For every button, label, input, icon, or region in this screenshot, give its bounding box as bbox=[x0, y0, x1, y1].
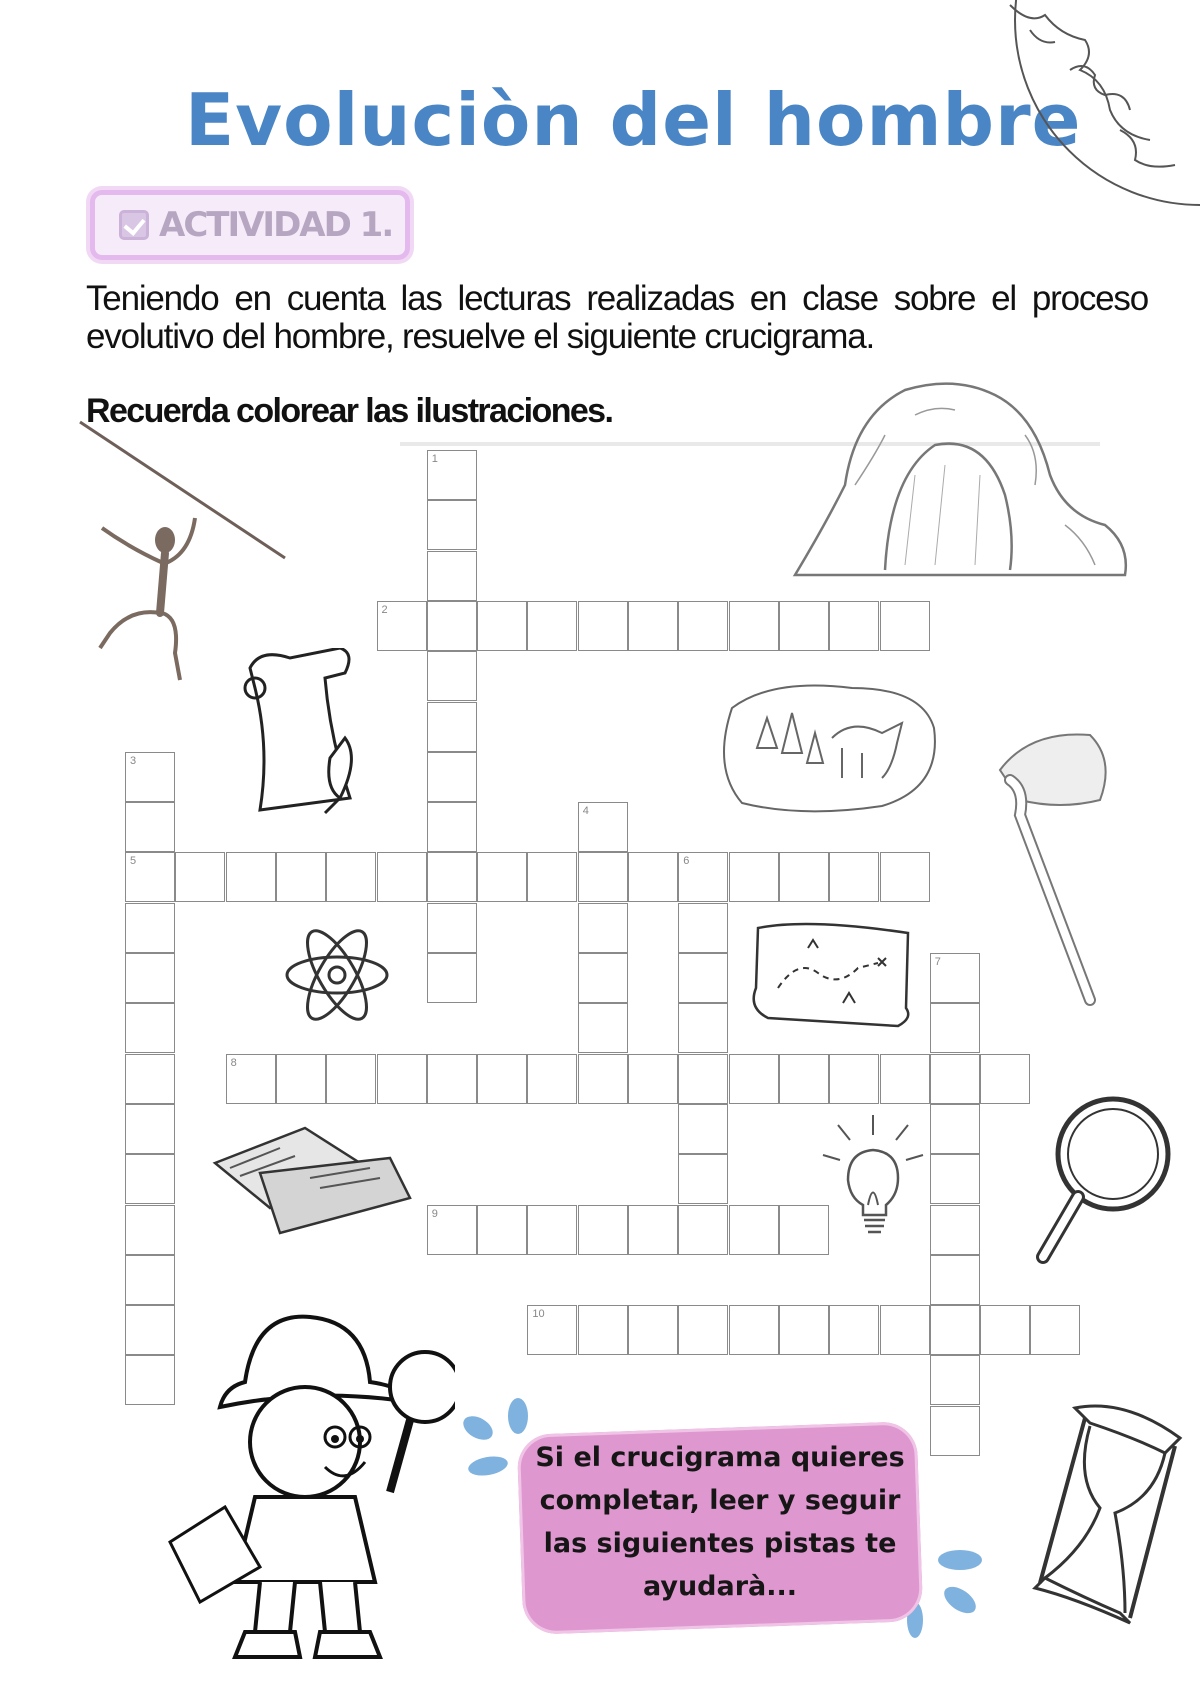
crossword-cell[interactable] bbox=[678, 1003, 728, 1053]
clue-number: 4 bbox=[582, 805, 589, 818]
checkbox-icon bbox=[119, 210, 149, 240]
lightbulb-icon bbox=[818, 1110, 928, 1240]
crossword-cell[interactable] bbox=[427, 702, 477, 752]
crossword-cell[interactable] bbox=[829, 852, 879, 902]
crossword-cell[interactable] bbox=[678, 903, 728, 953]
crossword-cell[interactable] bbox=[527, 852, 577, 902]
crossword-cell[interactable] bbox=[125, 903, 175, 953]
clue-number: 5 bbox=[130, 855, 137, 868]
stone-axe-icon bbox=[980, 730, 1130, 1010]
atom-icon bbox=[282, 920, 392, 1030]
crossword-cell[interactable] bbox=[427, 651, 477, 701]
clue-number: 8 bbox=[230, 1056, 237, 1069]
crossword-cell[interactable] bbox=[175, 852, 225, 902]
crossword-cell[interactable] bbox=[930, 1104, 980, 1154]
crossword-cell[interactable] bbox=[678, 1154, 728, 1204]
crossword-cell[interactable] bbox=[678, 601, 728, 651]
crossword-cell[interactable] bbox=[930, 953, 980, 1003]
crossword-cell[interactable] bbox=[930, 1205, 980, 1255]
crossword-cell[interactable] bbox=[578, 1054, 628, 1104]
clue-number: 6 bbox=[683, 855, 690, 868]
crossword-cell[interactable] bbox=[930, 1054, 980, 1104]
crossword-cell[interactable] bbox=[578, 1305, 628, 1355]
crossword-cell[interactable] bbox=[276, 1054, 326, 1104]
crossword-cell[interactable] bbox=[377, 1054, 427, 1104]
scroll-quill-icon bbox=[230, 648, 390, 818]
crossword-cell[interactable] bbox=[427, 1054, 477, 1104]
crossword-cell[interactable] bbox=[578, 802, 628, 852]
crossword-cell[interactable] bbox=[527, 601, 577, 651]
speech-bubble-text: Si el crucigrama quieres completar, leer y seguir las siguientes pistas te ayudarà... bbox=[535, 1442, 905, 1602]
cave-icon bbox=[785, 375, 1135, 585]
clue-number: 3 bbox=[130, 754, 137, 767]
instructions-text: Teniendo en cuenta las lecturas realizadas en clase sobre el proceso evolutivo del hombre, resuelve el siguiente crucigrama. bbox=[86, 279, 1148, 356]
crossword-cell[interactable] bbox=[125, 1355, 175, 1405]
crossword-cell[interactable] bbox=[678, 953, 728, 1003]
crossword-cell[interactable] bbox=[930, 1003, 980, 1053]
clue-number: 10 bbox=[532, 1308, 545, 1321]
crossword-cell[interactable] bbox=[628, 1205, 678, 1255]
clue-number: 2 bbox=[381, 603, 388, 616]
activity-badge bbox=[90, 190, 410, 260]
treasure-map-icon bbox=[748, 918, 918, 1030]
crossword-cell[interactable] bbox=[930, 1154, 980, 1204]
crossword-cell[interactable] bbox=[930, 1255, 980, 1305]
crossword-cell[interactable] bbox=[125, 852, 175, 902]
crossword-cell[interactable] bbox=[276, 852, 326, 902]
crossword-cell[interactable] bbox=[729, 1205, 779, 1255]
crossword-cell[interactable] bbox=[125, 1104, 175, 1154]
crossword-cell[interactable] bbox=[578, 601, 628, 651]
crossword-cell[interactable] bbox=[628, 1054, 678, 1104]
crossword-cell[interactable] bbox=[125, 1255, 175, 1305]
crossword-cell[interactable] bbox=[779, 1205, 829, 1255]
crossword-cell[interactable] bbox=[880, 1054, 930, 1104]
crossword-cell[interactable] bbox=[477, 1054, 527, 1104]
crossword-cell[interactable] bbox=[578, 852, 628, 902]
crossword-cell[interactable] bbox=[930, 1305, 980, 1355]
crossword-cell[interactable] bbox=[427, 752, 477, 802]
crossword-cell[interactable] bbox=[829, 601, 879, 651]
crossword-cell[interactable] bbox=[628, 1305, 678, 1355]
crossword-cell[interactable] bbox=[527, 1205, 577, 1255]
crossword-cell[interactable] bbox=[980, 1305, 1030, 1355]
crossword-cell[interactable] bbox=[527, 1305, 577, 1355]
cave-painting-icon bbox=[712, 678, 942, 818]
activity-label: ACTIVIDAD 1. bbox=[159, 205, 393, 245]
crossword-cell[interactable] bbox=[125, 752, 175, 802]
crossword-cell[interactable] bbox=[578, 1003, 628, 1053]
crossword-cell[interactable] bbox=[427, 450, 477, 500]
crossword-cell[interactable] bbox=[678, 852, 728, 902]
crossword-cell[interactable] bbox=[578, 1205, 628, 1255]
crossword-cell[interactable] bbox=[779, 601, 829, 651]
crossword-cell[interactable] bbox=[930, 1355, 980, 1405]
crossword-cell[interactable] bbox=[779, 1054, 829, 1104]
crossword-cell[interactable] bbox=[578, 953, 628, 1003]
crossword-cell[interactable] bbox=[326, 1054, 376, 1104]
clue-number: 1 bbox=[431, 453, 438, 465]
crossword-cell[interactable] bbox=[678, 1104, 728, 1154]
crossword-cell[interactable] bbox=[377, 852, 427, 902]
reminder-text: Recuerda colorear las ilustraciones. bbox=[86, 392, 613, 430]
crossword-cell[interactable] bbox=[729, 601, 779, 651]
open-books-icon bbox=[210, 1118, 415, 1243]
crossword-cell[interactable] bbox=[427, 500, 477, 550]
crossword-cell[interactable] bbox=[1030, 1305, 1080, 1355]
crossword-cell[interactable] bbox=[729, 1305, 779, 1355]
crossword-cell[interactable] bbox=[125, 1003, 175, 1053]
crossword-cell[interactable] bbox=[125, 1154, 175, 1204]
crossword-cell[interactable] bbox=[729, 1054, 779, 1104]
crossword-cell[interactable] bbox=[427, 852, 477, 902]
crossword-cell[interactable] bbox=[829, 1054, 879, 1104]
crossword-cell[interactable] bbox=[125, 1205, 175, 1255]
crossword-cell[interactable] bbox=[880, 1305, 930, 1355]
crossword-cell[interactable] bbox=[427, 601, 477, 651]
crossword-cell[interactable] bbox=[427, 1205, 477, 1255]
crossword-cell[interactable] bbox=[477, 852, 527, 902]
magnifying-glass-icon bbox=[1028, 1092, 1173, 1277]
crossword-cell[interactable] bbox=[427, 802, 477, 852]
crossword-cell[interactable] bbox=[427, 551, 477, 601]
crossword-cell[interactable] bbox=[125, 802, 175, 852]
crossword-cell[interactable] bbox=[578, 903, 628, 953]
crossword-cell[interactable] bbox=[829, 1305, 879, 1355]
crossword-cell[interactable] bbox=[226, 852, 276, 902]
crossword-cell[interactable] bbox=[326, 852, 376, 902]
crossword-cell[interactable] bbox=[628, 852, 678, 902]
crossword-cell[interactable] bbox=[125, 1054, 175, 1104]
crossword-cell[interactable] bbox=[880, 601, 930, 651]
crossword-cell[interactable] bbox=[628, 601, 678, 651]
clue-number: 7 bbox=[934, 956, 941, 968]
crossword-cell[interactable] bbox=[377, 601, 427, 651]
page-title: Evoluciòn del hombre bbox=[185, 78, 1082, 162]
crossword-cell[interactable] bbox=[427, 953, 477, 1003]
crossword-cell[interactable] bbox=[779, 1305, 829, 1355]
crossword-cell[interactable] bbox=[980, 1054, 1030, 1104]
crossword-cell[interactable] bbox=[930, 1406, 980, 1456]
hourglass-icon bbox=[1015, 1398, 1190, 1630]
crossword-cell[interactable] bbox=[678, 1305, 728, 1355]
crossword-cell[interactable] bbox=[477, 601, 527, 651]
globe-icon bbox=[970, 0, 1200, 210]
crossword-cell[interactable] bbox=[678, 1205, 728, 1255]
clue-number: 9 bbox=[431, 1207, 438, 1220]
crossword-cell[interactable] bbox=[729, 852, 779, 902]
crossword-cell[interactable] bbox=[125, 1305, 175, 1355]
explorer-boy-icon bbox=[165, 1292, 455, 1682]
crossword-cell[interactable] bbox=[527, 1054, 577, 1104]
crossword-cell[interactable] bbox=[880, 852, 930, 902]
crossword-cell[interactable] bbox=[779, 852, 829, 902]
crossword-cell[interactable] bbox=[125, 953, 175, 1003]
crossword-cell[interactable] bbox=[226, 1054, 276, 1104]
crossword-cell[interactable] bbox=[678, 1054, 728, 1104]
crossword-cell[interactable] bbox=[427, 903, 477, 953]
crossword-cell[interactable] bbox=[477, 1205, 527, 1255]
